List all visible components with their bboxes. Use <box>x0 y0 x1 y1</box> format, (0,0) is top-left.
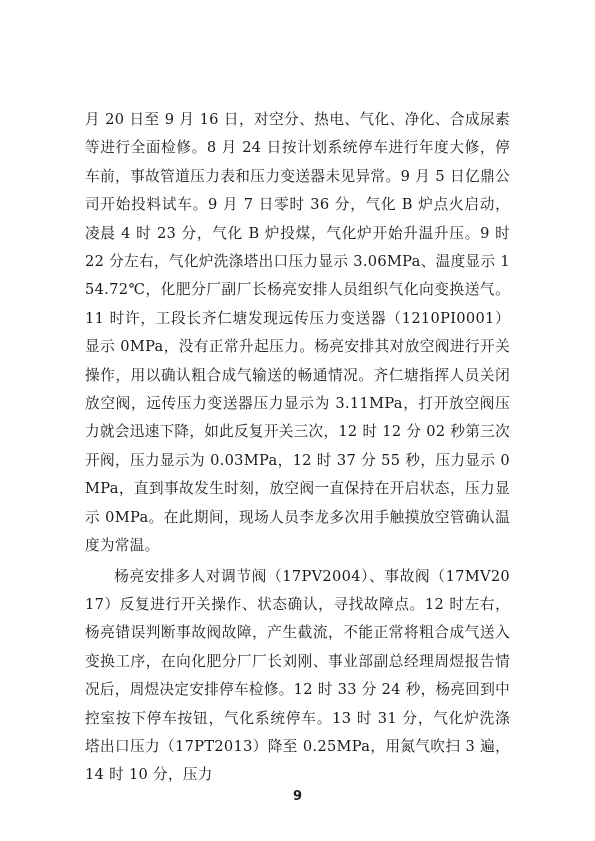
document-body <box>85 106 510 790</box>
paragraph-2: 杨亮安排多人对调节阀（17PV2004）、事故阀（17MV2017）反复进行开关操作、状态确认，寻找故障点。12 时左右，杨亮错误判断事故阀故障，产生截流，不能正常将粗合成气送入变换工序，在向化肥分厂厂长刘刚、事业部副总经理周煜报告情况后，周煜决定安排停车检修。12 时 33 分 24 秒，杨亮回到中控室按下停车按钮，气化系统停车。13 时 31 分，气化炉洗涤塔出口压力（17PT2013）降至 0.25MPa，用氮气吹扫 3 遍，14 时 10 分，压力 <box>85 567 510 784</box>
page-number: 9 <box>292 789 303 804</box>
paragraph-1: 月 20 日至 9 月 16 日，对空分、热电、气化、净化、合成尿素等进行全面检修。8 月 24 日按计划系统停车进行年度大修，停车前，事故管道压力表和压力变送器未见异常。9 月 5 日亿鼎公司开始投料试车。9 月 7 日零时 36 分，气化 B 炉点火启动，凌晨 4 时 23 分，气化 B 炉投煤，气化炉开始升温升压。9 时 22 分左右，气化炉洗涤塔出口压力显示 3.06MPa、温度显示 154.72℃，化肥分厂副厂长杨亮安排人员组织气化向变换送气。11 时许，工段长齐仁塘发现远传压力变送器（1210PI0001）显示 0MPa，没有正常升起压力。杨亮安排其对放空阀进行开关操作，用以确认粗合成气输送的畅通情况。齐仁塘指挥人员关闭放空阀，远传压力变送器压力显示为 3.11MPa，打开放空阀压力就会迅速下降，如此反复开关三次，12 时 12 分 02 秒第三次开阀，压力显示为 0.03MPa，12 时 37 分 55 秒，压力显示 0MPa，直到事故发生时刻，放空阀一直保持在开启状态，压力显示 0MPa。在此期间，现场人员李龙多次用手触摸放空管确认温度为常温。 <box>85 111 510 555</box>
